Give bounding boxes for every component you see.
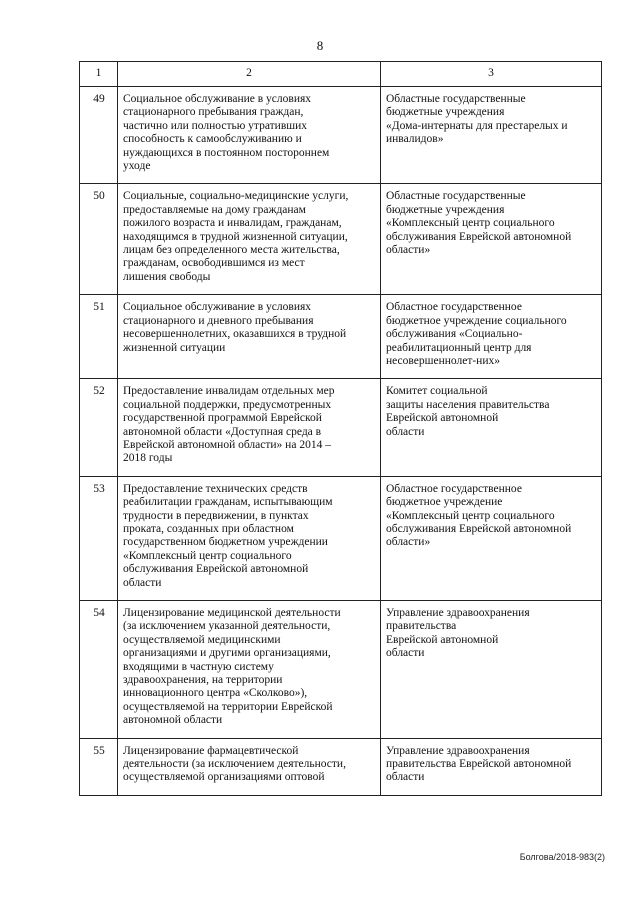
service-name: Предоставление технических средств реабилитации гражданам, испытывающим трудности в передвижении, в пунктах проката, созданных при областном государственном бюджетном учреждении «Комплексный центр социального обслуживания Еврейской автономной области	[118, 476, 381, 600]
document-code: Болгова/2018-983(2)	[519, 852, 605, 862]
row-number: 55	[80, 738, 118, 795]
table-row	[80, 738, 602, 795]
header-row	[80, 62, 602, 87]
service-name: Социальное обслуживание в условиях стационарного и дневного пребывания несовершеннолетних, оказавшихся в трудной жизненной ситуации	[118, 295, 381, 379]
row-number: 50	[80, 184, 118, 295]
table-row	[80, 184, 602, 295]
service-name: Лицензирование медицинской деятельности (за исключением указанной деятельности, осуществляемой медицинскими организациями и другими организациями, входящими в частную систему здравоохранения, на территории инновационного центра «Сколково»), осуществляемой на территории Еврейской автономной области	[118, 601, 381, 739]
provider-name: Областные государственные бюджетные учреждения «Комплексный центр социального обслуживания Еврейской автономной области»	[381, 184, 602, 295]
row-number: 49	[80, 87, 118, 184]
service-name: Лицензирование фармацевтической деятельности (за исключением деятельности, осуществляемой организациями оптовой	[118, 738, 381, 795]
row-number: 53	[80, 476, 118, 600]
table-header	[80, 62, 602, 87]
table-row	[80, 476, 602, 600]
row-number: 54	[80, 601, 118, 739]
table-row	[80, 601, 602, 739]
column-header-2: 2	[118, 62, 381, 87]
provider-name: Управление здравоохранения правительства Еврейской автономной области	[381, 601, 602, 739]
column-header-1: 1	[80, 62, 118, 87]
provider-name: Областные государственные бюджетные учреждения «Дома-интернаты для престарелых и инвалидов»	[381, 87, 602, 184]
provider-name: Комитет социальной защиты населения правительства Еврейской автономной области	[381, 379, 602, 476]
services-table	[79, 61, 602, 796]
column-header-3: 3	[381, 62, 602, 87]
row-number: 52	[80, 379, 118, 476]
service-name: Предоставление инвалидам отдельных мер социальной поддержки, предусмотренных государственной программой Еврейской автономной области «Доступная среда в Еврейской автономной области» на 2014 – 2018 годы	[118, 379, 381, 476]
provider-name: Управление здравоохранения правительства Еврейской автономной области	[381, 738, 602, 795]
provider-name: Областное государственное бюджетное учреждение «Комплексный центр социального обслуживания Еврейской автономной области»	[381, 476, 602, 600]
service-name: Социальное обслуживание в условиях стационарного пребывания граждан, частично или полностью утративших способность к самообслуживанию и нуждающихся в постоянном постороннем уходе	[118, 87, 381, 184]
page-number: 8	[316, 38, 324, 53]
table-row	[80, 379, 602, 476]
table-row	[80, 87, 602, 184]
table-row	[80, 295, 602, 379]
service-name: Социальные, социально-медицинские услуги, предоставляемые на дому гражданам пожилого возраста и инвалидам, гражданам, находящимся в трудной жизненной ситуации, лицам без определенного места жительства, гражданам, освободившимся из мест лишения свободы	[118, 184, 381, 295]
table-body	[80, 87, 602, 796]
provider-name: Областное государственное бюджетное учреждение социального обслуживания «Социально- реабилитационный центр для несовершеннолет-них»	[381, 295, 602, 379]
row-number: 51	[80, 295, 118, 379]
